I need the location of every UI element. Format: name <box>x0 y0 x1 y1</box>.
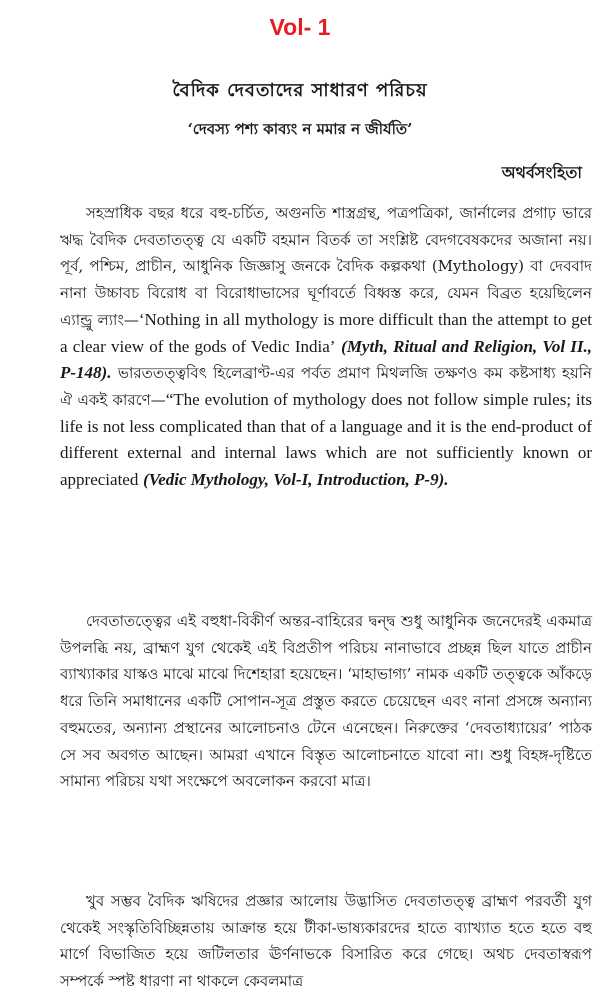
epigraph-quote: ‘দেবস্য পশ্য কাব্যং ন মমার ন জীর্যতি’ <box>187 120 413 138</box>
chapter-title: বৈদিক দেবতাদের সাধারণ পরিচয় <box>172 80 428 101</box>
lang-citation: (Myth, Ritual and Religion, Vol II., P-148). <box>60 336 592 383</box>
epigraph-source: অথর্বসংহিতা <box>501 163 582 182</box>
hillebrandt-citation: (Vedic Mythology, Vol-I, Introduction, P-9). <box>143 470 449 490</box>
hillebrandt-quote: “The evolution of mythology does not follow simple rules; its life is not less complicated than that of a language and it is the end-product of different external and internal laws which are not sufficiently known or appreciated <box>60 389 592 490</box>
lang-quote: ‘Nothing in all mythology is more difficult than the attempt to get a clear view of the gods of Vedic India’ <box>60 309 592 356</box>
paragraph-1-text-b: ভারততত্ত্ববিৎ হিলেব্রাণ্ট-এর পর্বত প্রমাণ মিথলজি তক্ষণও কম কষ্টসাধ্য হয়নি ঐ একই কারণে— <box>60 364 592 409</box>
paragraph-1 <box>60 200 592 494</box>
volume-label: Vol- 1 <box>269 14 331 40</box>
paragraph-1-text-a: সহস্রাধিক বছর ধরে বহু-চর্চিত, অগুনতি শাস্ত্রগ্রন্থ, পত্রপত্রিকা, জার্নালের প্রগাঢ় ভারে ঋদ্ধ বৈদিক দেবতাতত্ত্ব যে একটি বহমান বিতর্ক তা সংশ্লিষ্ট বেদগবেষকদের অজানা নয়। পূর্ব, পশ্চিম, প্রাচীন, আধুনিক জিজ্ঞাসু জনকে বৈদিক কল্পকথা (Mythology) বা দেববাদ নানা উচ্চাবচ বিরোধ বা বিরোধাভাসের ঘূর্ণাবর্তে বিধ্বস্ত করে, যেমন বিব্রত হয়েছিলেন এ্যান্ড্রু ল্যাং— <box>60 204 592 329</box>
paragraph-2: দেবতাতত্ত্বের এই বহুধা-বিকীর্ণ অন্তর-বাহিরের দ্বন্দ্ব শুধু আধুনিক জনেদেরই একমাত্র উপলব্ধি নয়, ব্রাহ্মণ যুগ থেকেই এই বিপ্রতীপ পরিচয় নানাভাবে প্রচ্ছন্ন ছিল যাতে প্রাচীন ব্যাখ্যাকার যাস্কও মাঝে মাঝে দিশেহারা হয়েছেন। ‘মাহাভাগ্য’ নামক একটি তত্ত্বকে আঁকড়ে ধরে তিনি সমাধানের একটি সোপান-সূত্র প্রস্তুত করতে চেয়েছেন এবং নানা প্রসঙ্গে অন্যান্য বহুমতের, অন্যান্য প্রস্থানের আলোচনাও টেনে এনেছেন। নিরুক্তের ‘দেবতাধ্যায়ের’ পাঠক সে সব অবগত আছেন। আমরা এখানে বিস্তৃত আলোচনাতে যাবো না। শুধু বিহঙ্গ-দৃষ্টিতে সামান্য পরিচয় যথা সংক্ষেপে অবলোকন করবো মাত্র। <box>60 612 592 791</box>
paragraph-3: খুব সম্ভব বৈদিক ঋষিদের প্রজ্ঞার আলোয় উদ্ভাসিত দেবতাতত্ত্ব ব্রাহ্মণ পরবর্তী যুগ থেকেই সংস্কৃতিবিচ্ছিন্নতায় আক্রান্ত হয়ে টীকা-ভাষ্যকারদের হাতে ব্যাখ্যাত হতে হতে বহু মার্গে বিভাজিত হয়ে জটিলতার ঊর্ণনাভকে বিসারিত করে গেছে। অথচ দেবতাস্বরূপ সম্পর্কে স্পষ্ট ধারণা না থাকলে কেবলমাত্র <box>60 892 592 991</box>
